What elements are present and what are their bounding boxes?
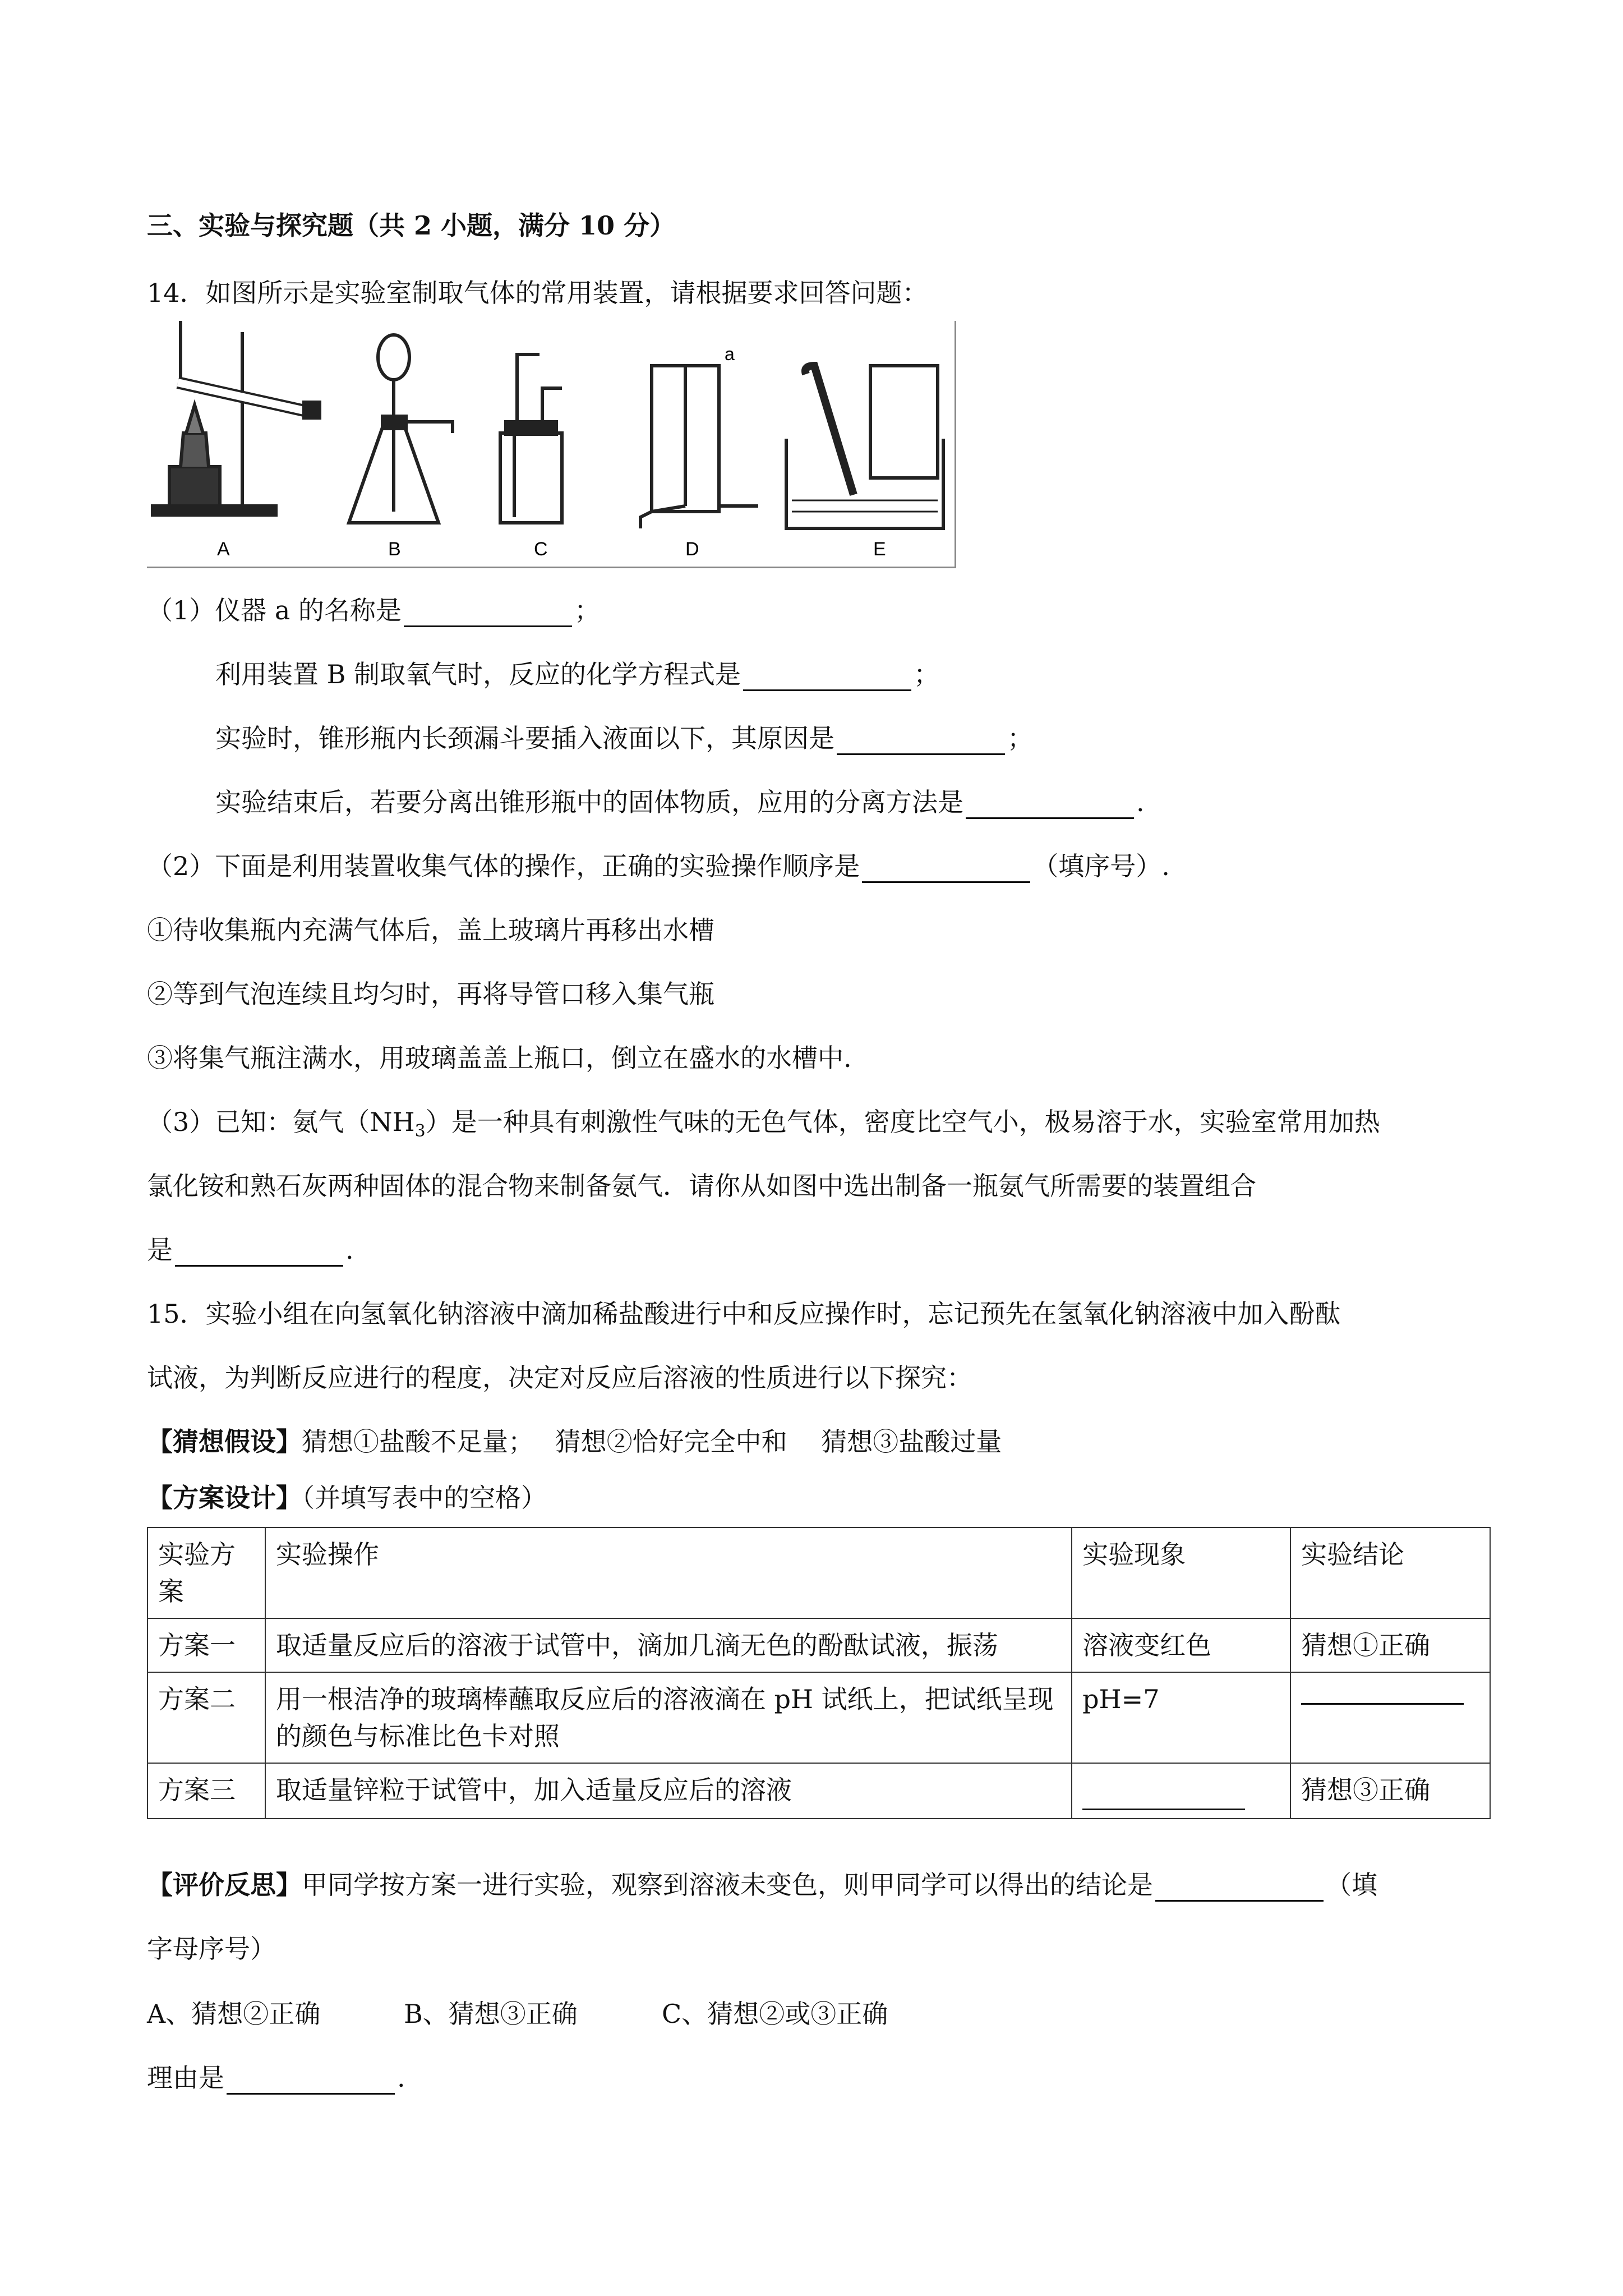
q14-part3-text-c: 是 [147, 1235, 173, 1265]
q14-part1-d [215, 785, 1145, 819]
q14-part1-d-end: . [1136, 787, 1145, 817]
q14-part2-text: （2）下面是利用装置收集气体的操作，正确的实验操作顺序是 [147, 851, 860, 881]
design-text: （并填写表中的空格） [302, 1483, 547, 1513]
table-cell: 溶液变红色 [1072, 1618, 1290, 1672]
reason-text: 理由是 [147, 2063, 224, 2093]
table-cell: 方案一 [147, 1618, 265, 1672]
hypothesis [147, 1425, 1002, 1458]
answer-blank[interactable] [1082, 1786, 1245, 1810]
table-cell: 猜想③正确 [1290, 1763, 1490, 1819]
answer-blank[interactable] [837, 729, 1005, 755]
q14-part1-b-end: ； [914, 659, 940, 689]
answer-blank[interactable] [404, 601, 572, 627]
answer-blank[interactable] [175, 1240, 343, 1267]
apparatus-drawing [147, 321, 955, 567]
q14-part3-line2: 氯化铵和熟石灰两种固体的混合物来制备氨气．请你从如图中选出制备一瓶氨气所需要的装置组合 [147, 1171, 1256, 1201]
q14-part3-text-b: ）是一种具有刺激性气味的无色气体，密度比空气小，极易溶于水，实验室常用加热 [425, 1107, 1380, 1137]
answer-blank[interactable] [862, 857, 1030, 883]
table-cell: 方案二 [147, 1672, 265, 1763]
q15-stem-line2: 试液，为判断反应进行的程度，决定对反应后溶液的性质进行以下探究： [147, 1363, 972, 1393]
design [147, 1481, 547, 1515]
apparatus-figure [147, 321, 956, 568]
q14-part3-line1 [147, 1105, 1380, 1148]
answer-blank[interactable] [743, 665, 911, 691]
plan-table [147, 1527, 1491, 1819]
q14-part3-line3 [147, 1233, 354, 1267]
figure-label-a: A [217, 539, 230, 560]
table-header: 实验操作 [265, 1527, 1072, 1618]
answer-blank[interactable] [966, 793, 1134, 819]
q14-part2 [147, 849, 1170, 883]
figure-label-e: E [873, 539, 886, 560]
table-cell: 取适量反应后的溶液于试管中，滴加几滴无色的酚酞试液，振荡 [265, 1618, 1072, 1672]
q14-part3-end: . [345, 1235, 354, 1265]
table-cell-blank[interactable] [1072, 1763, 1290, 1819]
q14-part1-c-end: ； [1007, 723, 1033, 753]
reason-end: . [397, 2063, 405, 2093]
nh3-subscript: 3 [414, 1121, 426, 1142]
table-cell: 用一根洁净的玻璃棒蘸取反应后的溶液滴在 pH 试纸上，把试纸呈现的颜色与标准比色卡对照 [265, 1672, 1072, 1763]
q14-part1-c-text: 实验时，锥形瓶内长颈漏斗要插入液面以下，其原因是 [215, 723, 834, 753]
option-b: B、猜想③正确 [404, 1999, 578, 2029]
section-title: 三、实验与探究题（共 2 小题，满分 10 分） [147, 210, 676, 241]
table-row [147, 1763, 1490, 1819]
evaluation [147, 1868, 1377, 1902]
option-c: C、猜想②或③正确 [662, 1999, 888, 2029]
table-header: 实验方案 [147, 1527, 265, 1618]
table-cell: 方案三 [147, 1763, 265, 1819]
q14-part1-b [215, 657, 939, 691]
q14-part3-text-a: （3）已知：氨气（NH [147, 1107, 415, 1137]
table-header: 实验结论 [1290, 1527, 1490, 1618]
hypothesis-text: 猜想①盐酸不足量； 猜想②恰好完全中和 猜想③盐酸过量 [302, 1427, 1002, 1457]
option-a: A、猜想②正确 [147, 1999, 321, 2029]
q14-step1: ①待收集瓶内充满气体后，盖上玻璃片再移出水槽 [147, 915, 714, 945]
q14-step2: ②等到气泡连续且均匀时，再将导管口移入集气瓶 [147, 979, 714, 1009]
table-cell: 猜想①正确 [1290, 1618, 1490, 1672]
evaluation-line2: 字母序号） [147, 1934, 276, 1964]
table-header: 实验现象 [1072, 1527, 1290, 1618]
evaluation-label: 【评价反思】 [147, 1870, 302, 1900]
q14-part1-a-text: （1）仪器 a 的名称是 [147, 595, 402, 625]
q14-part1-a-end: ； [574, 595, 600, 625]
figure-label-d: D [685, 539, 699, 560]
table-cell: pH=7 [1072, 1672, 1290, 1763]
q14-part1-b-text: 利用装置 B 制取氧气时，反应的化学方程式是 [215, 659, 741, 689]
figure-label-c: C [534, 539, 548, 560]
evaluation-text: 甲同学按方案一进行实验，观察到溶液未变色，则甲同学可以得出的结论是 [302, 1870, 1153, 1900]
answer-blank[interactable] [1155, 1875, 1324, 1902]
hypothesis-label: 【猜想假设】 [147, 1427, 302, 1457]
q14-part2-end: （填序号）. [1032, 851, 1170, 881]
design-label: 【方案设计】 [147, 1483, 302, 1513]
q14-part1-c [215, 721, 1033, 755]
q15-stem-line1: 15．实验小组在向氢氧化钠溶液中滴加稀盐酸进行中和反应操作时，忘记预先在氢氧化钠溶液中加入酚酞 [147, 1299, 1341, 1329]
table-row [147, 1672, 1490, 1763]
reason [147, 2061, 405, 2095]
evaluation-end: （填 [1326, 1870, 1377, 1900]
figure-marker-a: a [725, 344, 735, 364]
answer-blank[interactable] [227, 2068, 395, 2095]
figure-label-b: B [388, 539, 401, 560]
answer-blank[interactable] [1301, 1681, 1464, 1705]
table-row [147, 1618, 1490, 1672]
table-header-row [147, 1527, 1490, 1618]
q14-part1-d-text: 实验结束后，若要分离出锥形瓶中的固体物质，应用的分离方法是 [215, 787, 963, 817]
table-cell: 取适量锌粒于试管中，加入适量反应后的溶液 [265, 1763, 1072, 1819]
q14-step3: ③将集气瓶注满水，用玻璃盖盖上瓶口，倒立在盛水的水槽中. [147, 1043, 852, 1073]
q14-stem: 14．如图所示是实验室制取气体的常用装置，请根据要求回答问题： [147, 278, 928, 308]
table-cell-blank[interactable] [1290, 1672, 1490, 1763]
q14-part1-a [147, 593, 600, 627]
